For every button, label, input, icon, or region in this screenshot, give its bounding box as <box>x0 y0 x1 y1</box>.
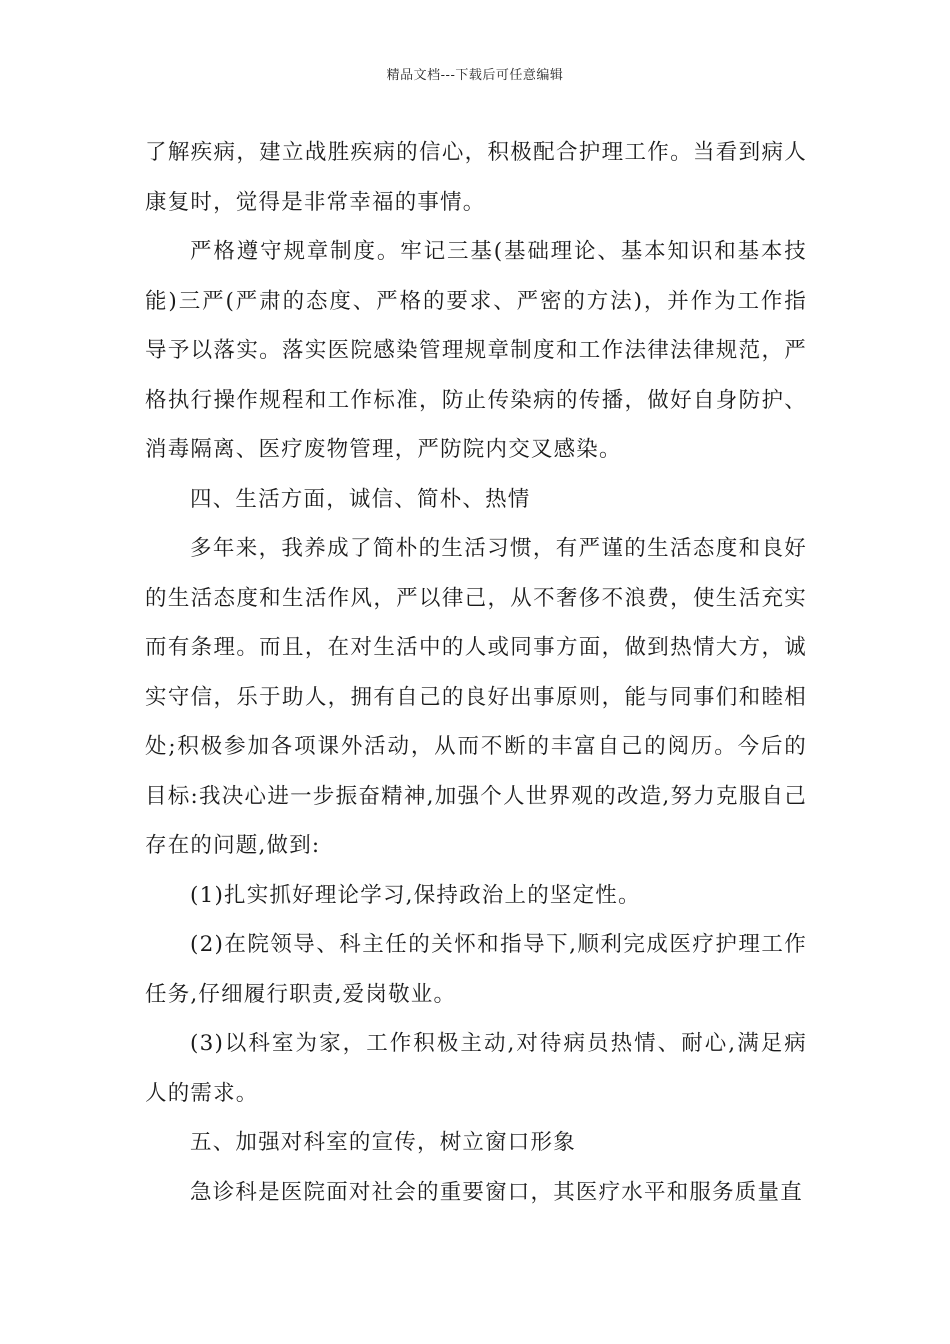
section-heading-life: 四、生活方面，诚信、简朴、热情 <box>190 486 531 512</box>
paragraph-life: 多年来，我养成了简朴的生活习惯，有严谨的生活态度和良好的生活态度和生活作风，严以律己，从不奢侈不浪费，使生活充实而有条理。而且，在对生活中的人或同事方面，做到热情大方，诚实守信，乐于助人，拥有自己的良好出事原则，能与同事们和睦相处;积极参加各项课外活动，从而不断的丰富自己的阅历。今后的目标:我决心进一步振奋精神,加强个人世界观的改造,努力克服自己存在的问题,做到: <box>145 536 807 858</box>
paragraph-continuation: 了解疾病，建立战胜疾病的信心，积极配合护理工作。当看到病人康复时，觉得是非常幸福的事情。 <box>145 140 807 215</box>
page-header: 精品文档---下载后可任意编辑 <box>386 68 564 83</box>
section-heading-publicity: 五、加强对科室的宣传，树立窗口形象 <box>190 1130 576 1155</box>
list-item-2: (2)在院领导、科主任的关怀和指导下,顺利完成医疗护理工作任务,仔细履行职责,爱岗敬业。 <box>145 932 807 1007</box>
paragraph-emergency: 急诊科是医院面对社会的重要窗口，其医疗水平和服务质量直 <box>190 1179 803 1205</box>
list-item-1: (1)扎实抓好理论学习,保持政治上的坚定性。 <box>190 882 641 908</box>
document-body <box>145 128 807 1217</box>
list-item-3: (3)以科室为家，工作积极主动,对待病员热情、耐心,满足病人的需求。 <box>145 1031 807 1106</box>
paragraph-rules: 严格遵守规章制度。牢记三基(基础理论、基本知识和基本技能)三严(严肃的态度、严格的要求、严密的方法)，并作为工作指导予以落实。落实医院感染管理规章制度和工作法律法律规范，严格执行操作规程和工作标准，防止传染病的传播，做好自身防护、消毒隔离、医疗废物管理，严防院内交叉感染。 <box>145 239 807 462</box>
